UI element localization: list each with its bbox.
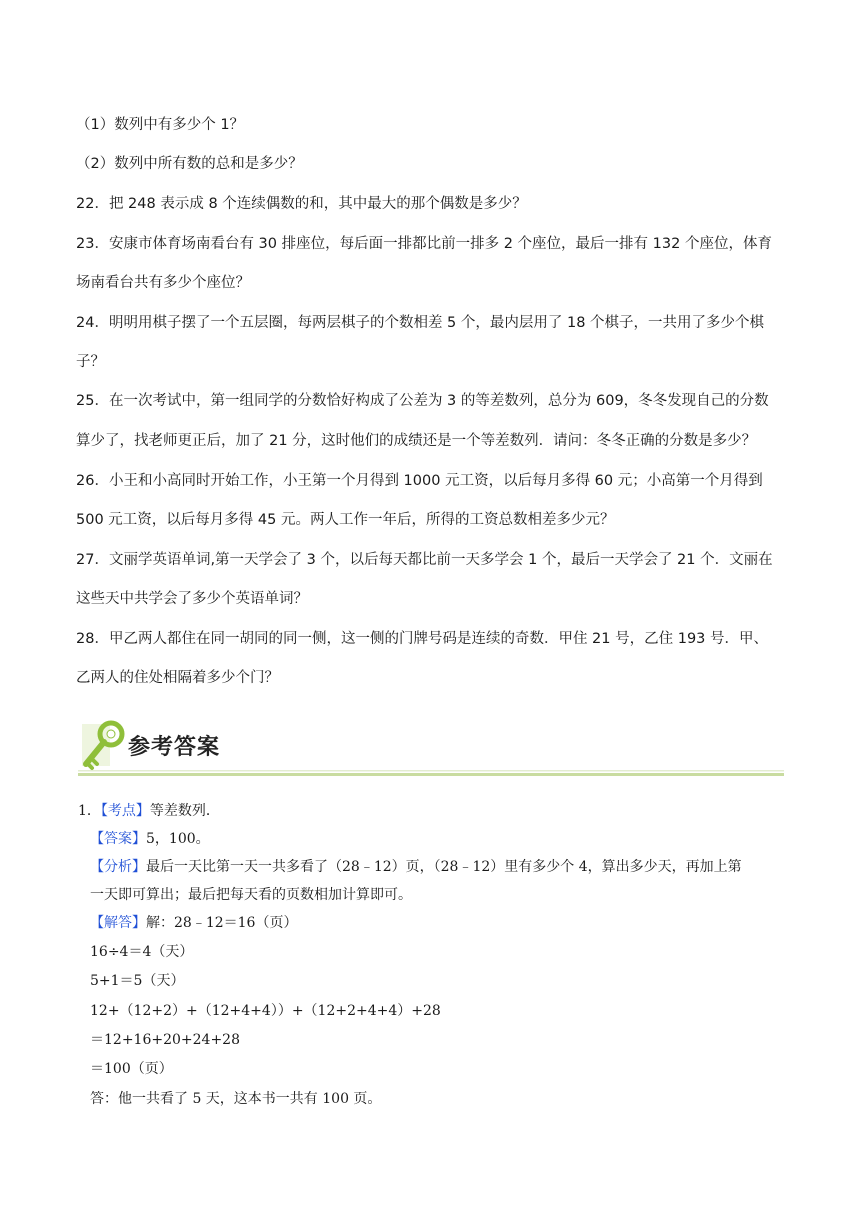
question-26-line-2: 500 元工资，以后每月多得 45 元。两人工作一年后，所得的工资总数相差多少元？ bbox=[76, 512, 615, 528]
question-23-line-1: 23．安康市体育场南看台有 30 排座位，每后面一排都比前一排多 2 个座位，最后一排有 132 个座位，体育 bbox=[76, 236, 772, 252]
solution-1-fenxi-line-1 bbox=[90, 856, 742, 876]
question-26-line-1: 26．小王和小高同时开始工作，小王第一个月得到 1000 元工资，以后每月多得 60 元；小高第一个月得到 bbox=[76, 473, 763, 489]
fenxi-tag: 【分析】 bbox=[90, 859, 146, 875]
daan-tag: 【答案】 bbox=[90, 831, 146, 847]
question-27-line-1: 27．文丽学英语单词,第一天学会了 3 个，以后每天都比前一天多学会 1 个，最后一天学会了 21 个．文丽在 bbox=[76, 552, 773, 568]
question-28-line-2: 乙两人的住处相隔着多少个门？ bbox=[76, 670, 279, 686]
solution-1-step-3: 12+（12+2）+（12+4+4））+（12+2+4+4）+28 bbox=[90, 1003, 441, 1019]
question-21-part-1: （1）数列中有多少个 1？ bbox=[76, 117, 245, 133]
solution-1-step-5: ＝100（页） bbox=[90, 1061, 173, 1077]
question-21-part-2: （2）数列中所有数的总和是多少？ bbox=[76, 156, 303, 172]
solution-1-step-2: 5+1＝5（天） bbox=[90, 973, 185, 989]
question-28-line-1: 28．甲乙两人都住在同一胡同的同一侧，这一侧的门牌号码是连续的奇数．甲住 21 号，乙住 193 号．甲、 bbox=[76, 631, 769, 647]
solution-1-answer: 答：他一共看了 5 天，这本书一共有 100 页。 bbox=[90, 1091, 382, 1107]
fenxi-text: 最后一天比第一天一共多看了（28﹣12）页，（28﹣12）里有多少个 4，算出多少天，再加上第 bbox=[146, 859, 742, 875]
solution-number: 1． bbox=[78, 803, 101, 819]
question-24-line-2: 子？ bbox=[76, 354, 105, 370]
solution-1-step-1: 16÷4＝4（天） bbox=[90, 944, 194, 960]
solution-1-kaodian-line bbox=[78, 800, 220, 820]
kaodian-text: 等差数列． bbox=[149, 803, 220, 819]
question-24-line-1: 24．明明用棋子摆了一个五层圈，每两层棋子的个数相差 5 个，最内层用了 18 个棋子，一共用了多少个棋 bbox=[76, 315, 765, 331]
kaodian-tag: 【考点】 bbox=[100, 803, 150, 819]
jieda-text: 解：28﹣12＝16（页） bbox=[146, 915, 298, 931]
question-25-line-2: 算少了，找老师更正后，加了 21 分，这时他们的成绩还是一个等差数列．请问：冬冬正确的分数是多少？ bbox=[76, 433, 757, 449]
answer-section-title: 参考答案 bbox=[128, 735, 221, 760]
solution-1-daan-line bbox=[90, 828, 210, 848]
solution-1-step-4: ＝12+16+20+24+28 bbox=[90, 1032, 240, 1048]
daan-text: 5，100。 bbox=[146, 831, 210, 847]
jieda-tag: 【解答】 bbox=[90, 915, 146, 931]
question-22: 22．把 248 表示成 8 个连续偶数的和，其中最大的那个偶数是多少？ bbox=[76, 196, 527, 212]
solution-1-jieda-line bbox=[90, 912, 297, 932]
key-icon bbox=[80, 720, 126, 772]
question-23-line-2: 场南看台共有多少个座位？ bbox=[76, 275, 250, 291]
question-27-line-2: 这些天中共学会了多少个英语单词？ bbox=[76, 591, 308, 607]
solution-1-fenxi-line-2: 一天即可算出；最后把每天看的页数相加计算即可。 bbox=[90, 887, 412, 903]
question-25-line-1: 25．在一次考试中，第一组同学的分数恰好构成了公差为 3 的等差数列，总分为 609，冬冬发现自己的分数 bbox=[76, 393, 769, 409]
